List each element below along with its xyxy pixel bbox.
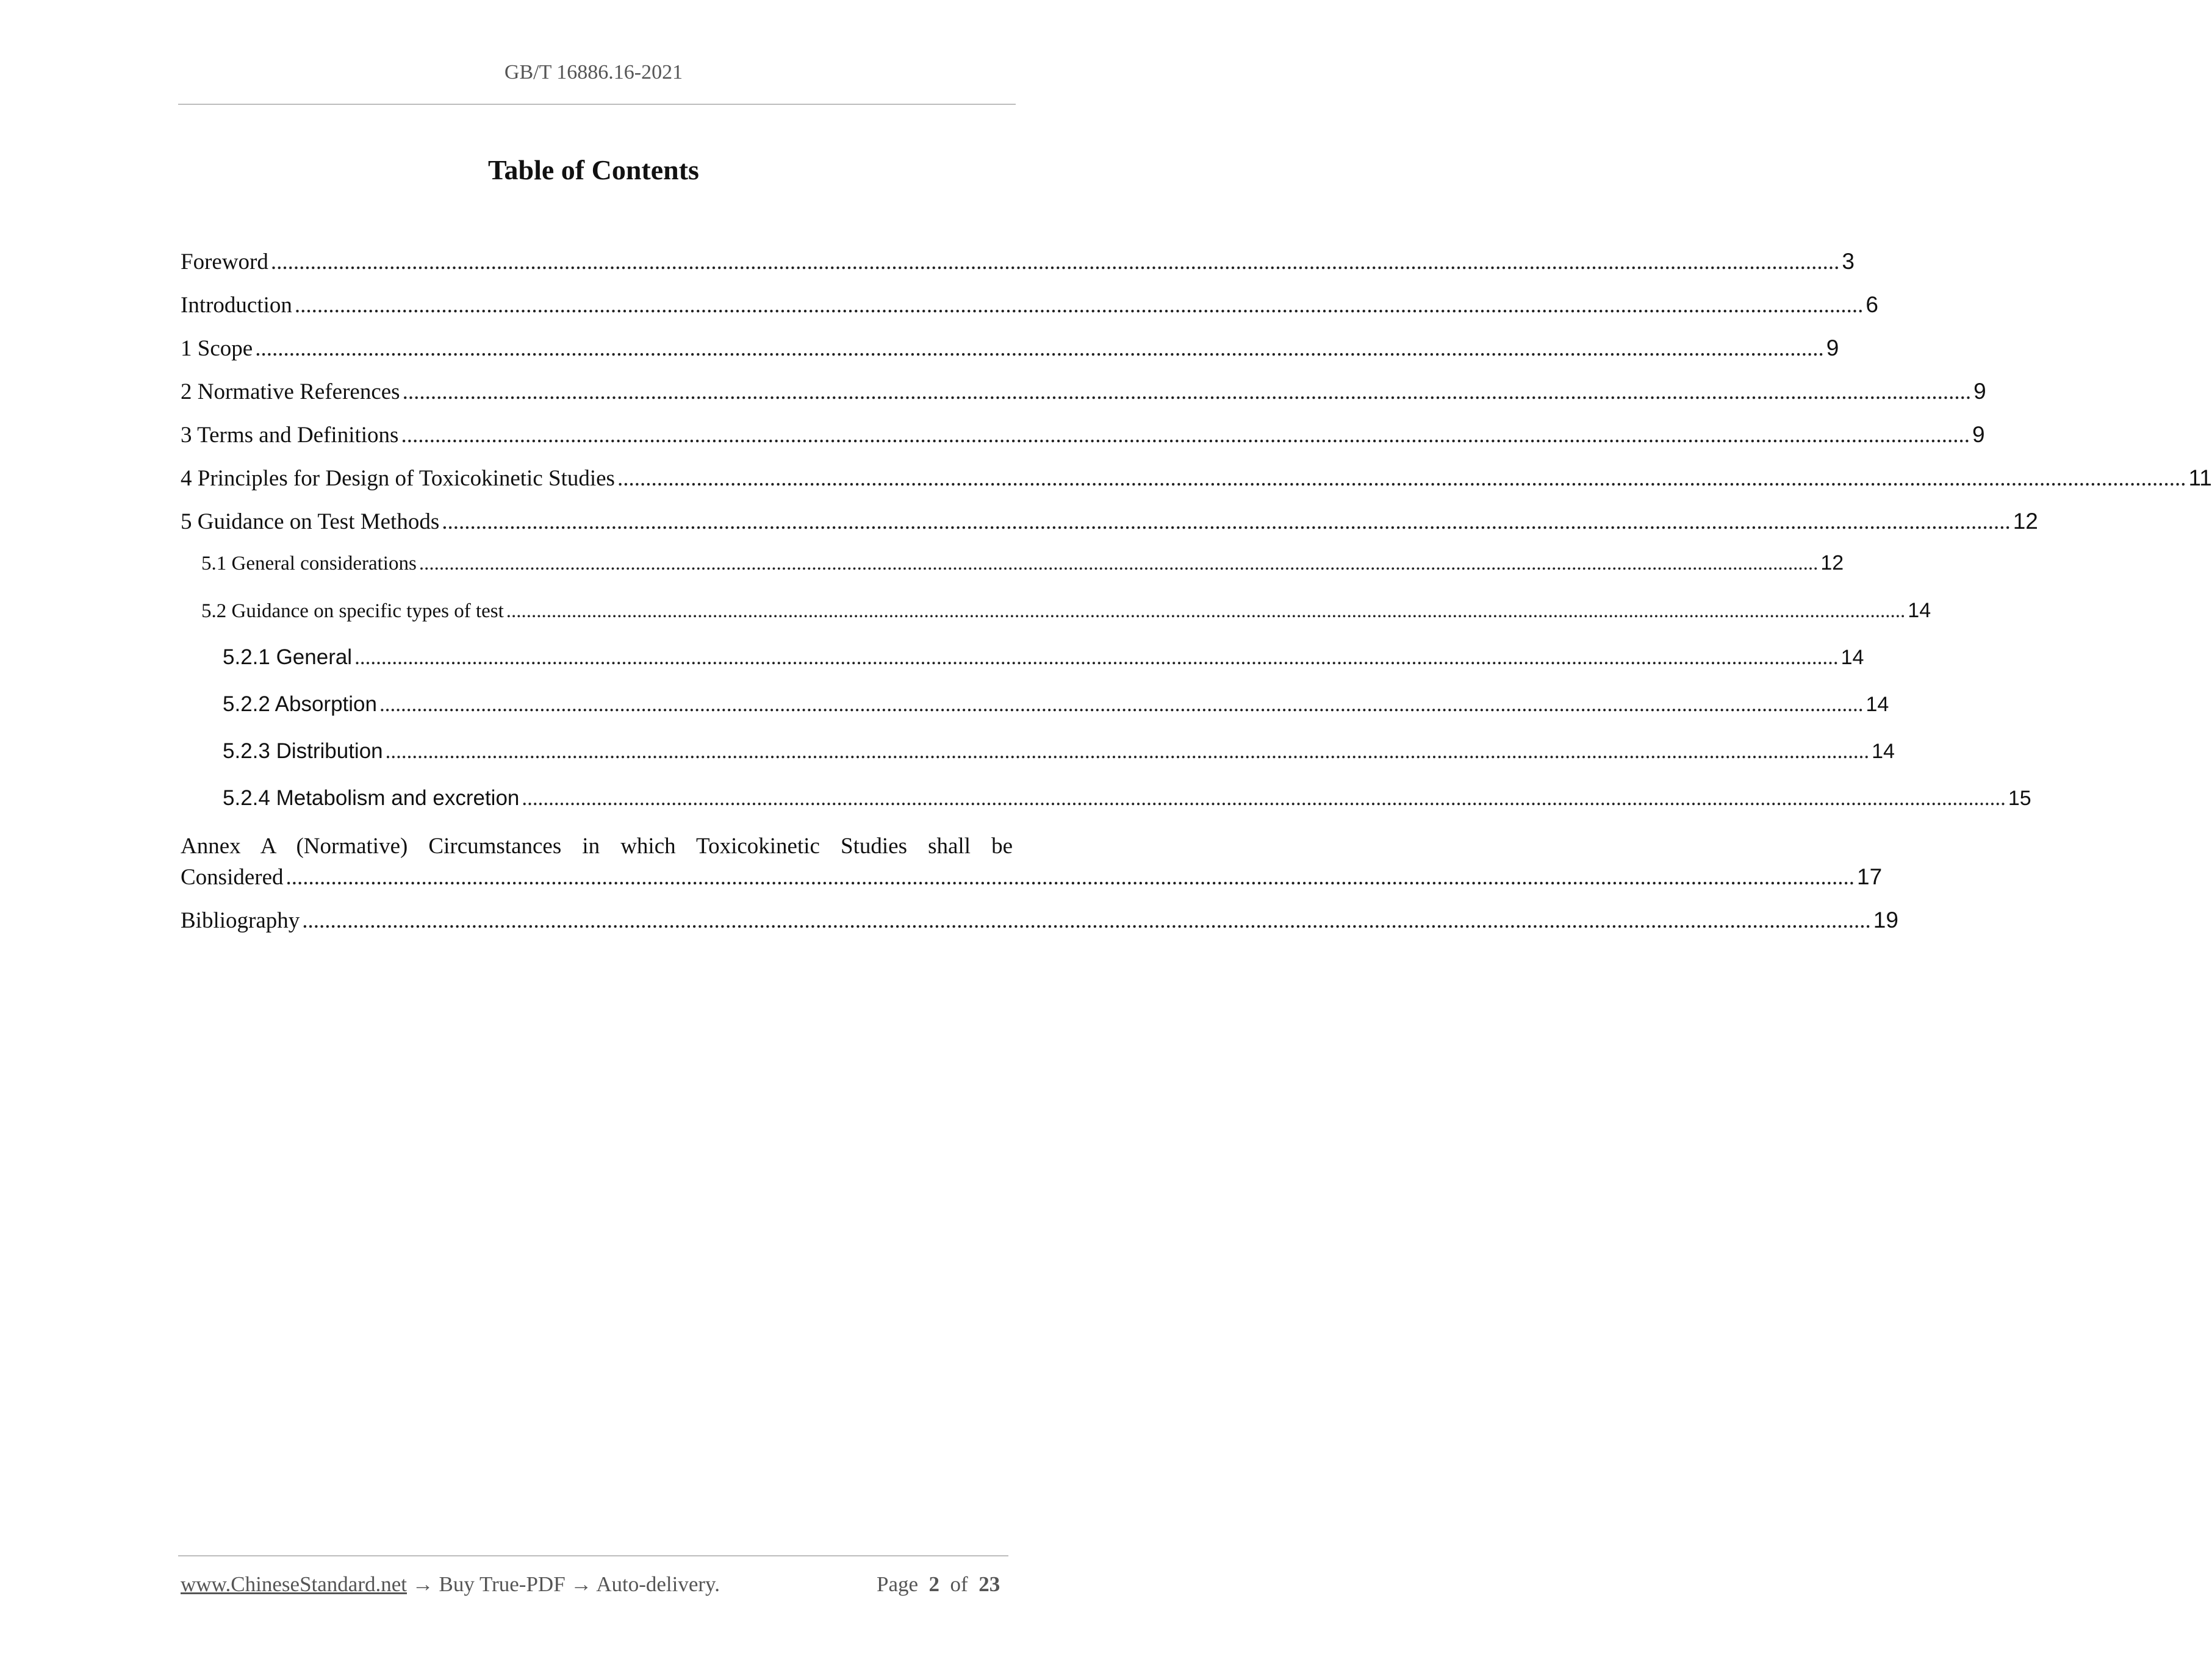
toc-page-number: 15 bbox=[2008, 787, 2031, 810]
page-of: of bbox=[950, 1572, 968, 1596]
document-code-header: GB/T 16886.16-2021 bbox=[504, 61, 683, 84]
toc-page-number: 12 bbox=[2013, 509, 2038, 534]
toc-page-number: 14 bbox=[1872, 740, 1895, 763]
toc-entry-general-considerations[interactable] bbox=[201, 551, 1844, 575]
toc-page-number: 12 bbox=[1820, 551, 1844, 575]
toc-entry-label: 3 Terms and Definitions bbox=[181, 423, 399, 448]
toc-entry-label: 5.1 General considerations bbox=[201, 553, 417, 575]
website-link[interactable]: www.ChineseStandard.net bbox=[181, 1572, 407, 1596]
toc-entry-label: Bibliography bbox=[181, 908, 300, 933]
toc-page-number: 19 bbox=[1873, 908, 1898, 933]
toc-entry-label: Introduction bbox=[181, 293, 292, 318]
toc-entry-label: 4 Principles for Design of Toxicokinetic Studies bbox=[181, 466, 615, 491]
toc-entry-label: 5.2.1 General bbox=[223, 645, 353, 669]
toc-leader-dots: ...................................................................................................................................................................................................................................................................................... bbox=[270, 249, 1840, 274]
toc-entry-label: 5.2.4 Metabolism and excretion bbox=[223, 786, 520, 810]
toc-entry-guidance-on-test-methods[interactable] bbox=[181, 509, 2038, 535]
toc-page-number: 11 bbox=[2188, 465, 2212, 490]
toc-entry-label: 5.2.2 Absorption bbox=[223, 692, 377, 716]
toc-entry-label: 1 Scope bbox=[181, 336, 253, 361]
toc-leader-dots: ...................................................................................................................................................................................................................................................................................... bbox=[617, 466, 2186, 491]
toc-leader-dots: ...................................................................................................................................................................................................................................................................................... bbox=[402, 379, 1972, 404]
toc-leader-dots: ...................................................................................................................................................................................................................................................................................... bbox=[442, 509, 2011, 534]
toc-page-number: 17 bbox=[1857, 864, 1883, 889]
toc-leader-dots: ...................................................................................................................................................................................................................................................................................... bbox=[418, 553, 1819, 575]
toc-leader-dots: ...................................................................................................................................................................................................................................................................................... bbox=[294, 293, 1864, 318]
toc-page-number: 9 bbox=[1973, 379, 1986, 404]
toc-leader-dots: ...................................................................................................................................................................................................................................................................................... bbox=[385, 739, 1870, 763]
toc-leader-dots: ...................................................................................................................................................................................................................................................................................... bbox=[522, 786, 2006, 810]
toc-entry-metabolism-and-excretion[interactable] bbox=[223, 786, 2031, 811]
toc-leader-dots: ...................................................................................................................................................................................................................................................................................... bbox=[255, 336, 1824, 361]
footer-promo bbox=[181, 1572, 720, 1597]
toc-leader-dots: ...................................................................................................................................................................................................................................................................................... bbox=[354, 645, 1839, 669]
toc-entry-introduction[interactable] bbox=[181, 292, 1878, 318]
page-prefix: Page bbox=[877, 1572, 919, 1596]
toc-page-number: 9 bbox=[1972, 422, 1985, 447]
toc-entry-label: Foreword bbox=[181, 249, 268, 274]
toc-entry-annex-a-first-line[interactable]: Annex A (Normative) Circumstances in which Toxicokinetic Studies shall be bbox=[181, 834, 1013, 859]
toc-entry-terms-and-definitions[interactable] bbox=[181, 422, 1985, 448]
toc-entry-distribution[interactable] bbox=[223, 739, 1895, 764]
toc-entry-label: 2 Normative References bbox=[181, 379, 400, 404]
toc-page-number: 6 bbox=[1865, 292, 1878, 317]
toc-leader-dots: ...................................................................................................................................................................................................................................................................................... bbox=[302, 908, 1871, 933]
toc-page-number: 14 bbox=[1840, 646, 1864, 669]
toc-entry-annex-a[interactable] bbox=[181, 864, 1883, 890]
toc-entry-label: 5.2.3 Distribution bbox=[223, 739, 383, 763]
toc-entry-scope[interactable] bbox=[181, 335, 1839, 362]
toc-entry-principles[interactable] bbox=[181, 465, 2212, 492]
toc-leader-dots: ...................................................................................................................................................................................................................................................................................... bbox=[506, 600, 1906, 622]
toc-entry-foreword[interactable] bbox=[181, 249, 1855, 275]
toc-page-number: 9 bbox=[1826, 335, 1839, 360]
toc-leader-dots: ...................................................................................................................................................................................................................................................................................... bbox=[285, 865, 1855, 890]
toc-entry-general[interactable] bbox=[223, 645, 1864, 670]
toc-entry-label: 5.2 Guidance on specific types of test bbox=[201, 600, 504, 622]
toc-leader-dots: ...................................................................................................................................................................................................................................................................................... bbox=[379, 692, 1864, 716]
page-indicator bbox=[877, 1572, 1000, 1597]
toc-entry-normative-references[interactable] bbox=[181, 379, 1986, 405]
toc-page-number: 14 bbox=[1908, 599, 1931, 622]
footer-tagline: → Buy True-PDF → Auto-delivery. bbox=[407, 1572, 720, 1596]
toc-entry-label: 5 Guidance on Test Methods bbox=[181, 509, 440, 534]
footer-divider bbox=[178, 1555, 1008, 1556]
current-page-number: 2 bbox=[928, 1572, 940, 1596]
toc-page-number: 3 bbox=[1842, 249, 1855, 274]
toc-entry-label: Considered bbox=[181, 865, 284, 890]
toc-page-number: 14 bbox=[1865, 693, 1889, 716]
toc-entry-absorption[interactable] bbox=[223, 692, 1889, 717]
toc-entry-bibliography[interactable] bbox=[181, 908, 1898, 934]
toc-leader-dots: ...................................................................................................................................................................................................................................................................................... bbox=[401, 423, 1970, 448]
toc-entry-guidance-specific-types[interactable] bbox=[201, 599, 1931, 623]
total-page-count: 23 bbox=[979, 1572, 1000, 1596]
page-title: Table of Contents bbox=[488, 154, 699, 185]
